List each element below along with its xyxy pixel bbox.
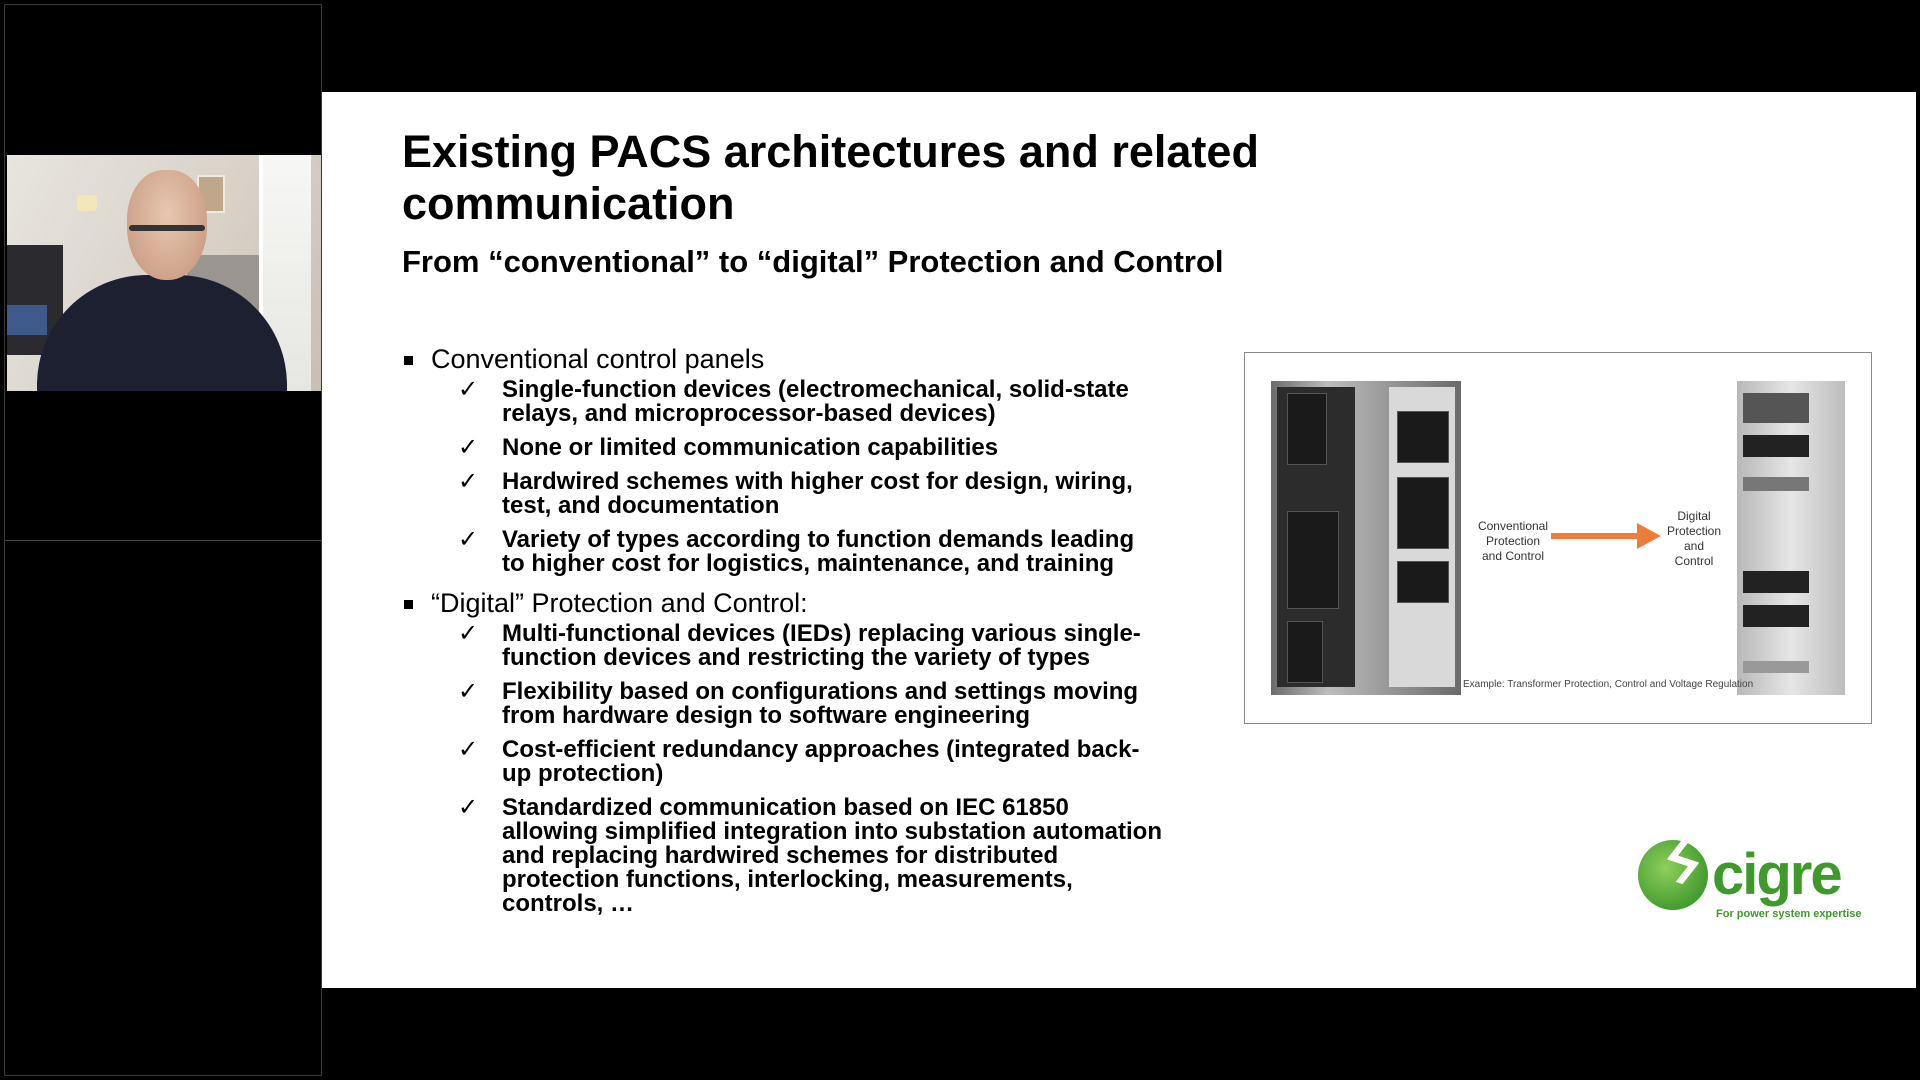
participant-video[interactable] bbox=[7, 155, 321, 391]
checkmark-icon: ✓ bbox=[458, 526, 479, 553]
bullet-item-text: Cost-efficient redundancy approaches (integrated back-up protection) bbox=[502, 736, 1140, 787]
bullet-item bbox=[458, 378, 1202, 426]
digital-panel-image bbox=[1737, 381, 1845, 695]
bullet-section bbox=[402, 586, 1202, 916]
checkmark-icon: ✓ bbox=[458, 376, 479, 403]
presenter-glasses bbox=[129, 225, 205, 231]
relay-device bbox=[1397, 411, 1449, 463]
bullet-item-text: Variety of types according to function demands leading to higher cost for logistics, maintenance, and training bbox=[502, 526, 1135, 577]
bullet-heading bbox=[402, 586, 1202, 620]
checkmark-icon: ✓ bbox=[458, 678, 479, 705]
bullet-item-text: Standardized communication based on IEC 61850 allowing simplified integration into substation automation and replacing hardwired schemes for distributed protection functions, interlocking, measurements, controls, … bbox=[502, 794, 1162, 917]
cigre-logo bbox=[1638, 824, 1862, 932]
ied-display bbox=[1743, 393, 1809, 423]
conventional-label-line: Conventional bbox=[1477, 519, 1549, 533]
checkmark-icon: ✓ bbox=[458, 736, 479, 763]
transition-arrow-head bbox=[1637, 523, 1661, 549]
bullet-item-text: None or limited communication capabilities bbox=[502, 434, 999, 461]
conventional-label-line: and Control bbox=[1481, 549, 1545, 563]
panel-comparison-figure bbox=[1244, 352, 1872, 724]
bullet-item bbox=[458, 622, 1202, 670]
lightning-icon: ϟ bbox=[1656, 824, 1709, 901]
conventional-panel-image bbox=[1271, 381, 1461, 695]
checkmark-icon: ✓ bbox=[458, 434, 479, 461]
bullet-section bbox=[402, 342, 1202, 576]
checkmark-icon: ✓ bbox=[458, 468, 479, 495]
relay-device bbox=[1287, 393, 1327, 465]
digital-label-line: and bbox=[1683, 539, 1705, 553]
conventional-label-line: Protection bbox=[1485, 534, 1541, 548]
ied-device bbox=[1743, 571, 1809, 593]
square-bullet-icon bbox=[404, 356, 413, 365]
cigre-tagline: For power system expertise bbox=[1716, 908, 1862, 920]
digital-label-line: Digital bbox=[1677, 509, 1711, 523]
figure-caption: Example: Transformer Protection, Control and Voltage Regulation bbox=[1463, 679, 1754, 690]
transition-arrow-shaft bbox=[1551, 533, 1639, 539]
participant-sidebar bbox=[4, 4, 322, 1076]
bullet-item-text: Flexibility based on configurations and settings moving from hardware design to software engineering bbox=[502, 678, 1139, 729]
bullet-heading-text: “Digital” Protection and Control: bbox=[431, 588, 808, 618]
bullet-item bbox=[458, 738, 1202, 786]
slide-title: Existing PACS architectures and related communication bbox=[402, 126, 1259, 229]
ied-device bbox=[1743, 477, 1809, 491]
bullet-item bbox=[458, 436, 1202, 460]
digital-label-line: Protection bbox=[1666, 524, 1722, 538]
bullet-content bbox=[402, 342, 1202, 926]
relay-device bbox=[1287, 621, 1323, 683]
bullet-item-text: Hardwired schemes with higher cost for design, wiring, test, and documentation bbox=[502, 468, 1133, 519]
checkmark-icon: ✓ bbox=[458, 620, 479, 647]
bullet-heading bbox=[402, 342, 1202, 376]
bullet-heading-text: Conventional control panels bbox=[431, 344, 765, 374]
bullet-item bbox=[458, 470, 1202, 518]
bullet-item bbox=[458, 796, 1202, 916]
video-books bbox=[7, 305, 47, 335]
bullet-item-text: Single-function devices (electromechanical, solid-state relays, and microprocessor-based devices) bbox=[502, 376, 1129, 427]
relay-device bbox=[1397, 477, 1449, 549]
digital-label-line: Control bbox=[1674, 554, 1714, 568]
sidebar-divider bbox=[5, 540, 321, 541]
conventional-label bbox=[1473, 519, 1553, 564]
ied-device bbox=[1743, 605, 1809, 627]
video-lamp bbox=[77, 195, 97, 211]
bullet-item-text: Multi-functional devices (IEDs) replacing various single-function devices and restricting the variety of types bbox=[502, 620, 1141, 671]
relay-device bbox=[1287, 511, 1339, 609]
cigre-wordmark: cigre bbox=[1712, 842, 1841, 907]
slide-subtitle: From “conventional” to “digital” Protection and Control bbox=[402, 244, 1224, 279]
digital-label bbox=[1659, 509, 1729, 569]
square-bullet-icon bbox=[404, 600, 413, 609]
bullet-item bbox=[458, 528, 1202, 576]
checkmark-icon: ✓ bbox=[458, 794, 479, 821]
terminal-strip bbox=[1743, 661, 1809, 673]
ied-device bbox=[1743, 435, 1809, 457]
relay-device bbox=[1397, 561, 1449, 603]
shared-slide bbox=[322, 92, 1916, 988]
bullet-item bbox=[458, 680, 1202, 728]
